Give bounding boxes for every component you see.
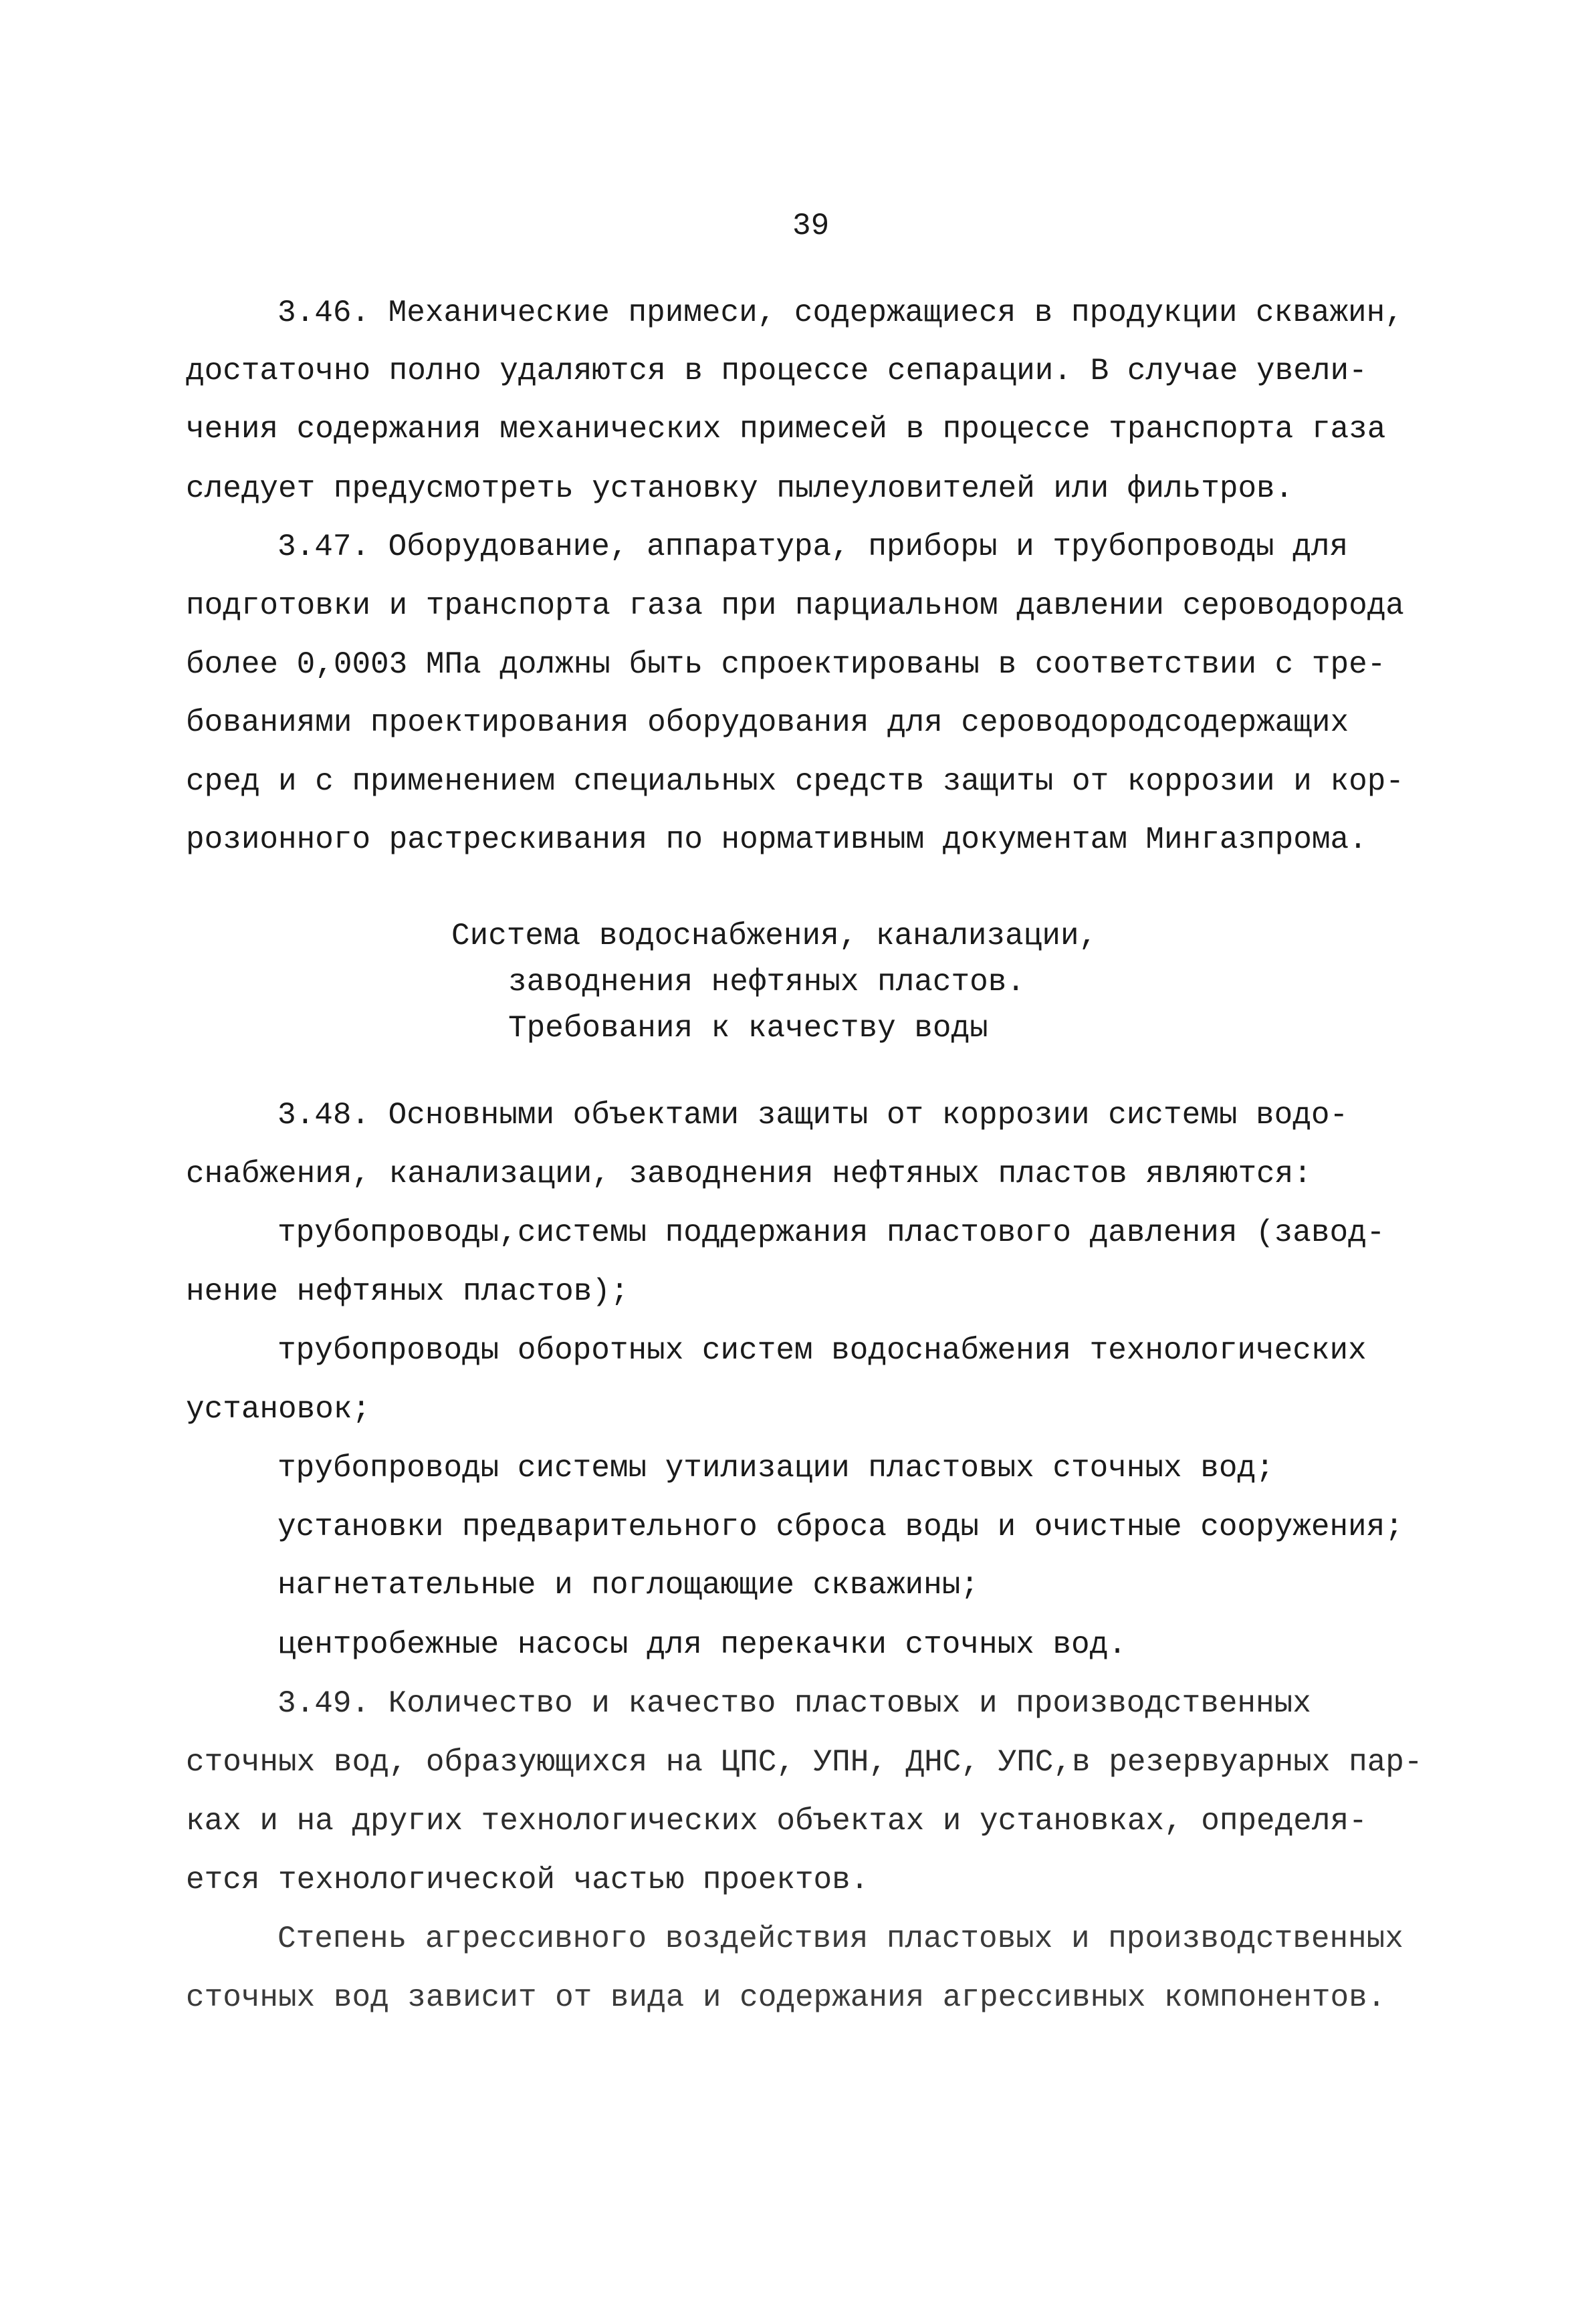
p346-line-1: 3.46. Механические примеси, содержащиеся в продукции скважин, xyxy=(277,296,1403,330)
p348-line-9: нагнетательные и поглощающие скважины; xyxy=(277,1568,979,1603)
p348-line-3: трубопроводы,системы поддержания пластового давления (завод- xyxy=(277,1215,1385,1250)
p348-line-7: трубопроводы системы утилизации пластовых сточных вод; xyxy=(277,1451,1274,1486)
p347-line-1: 3.47. Оборудование, аппаратура, приборы и трубопроводы для xyxy=(277,530,1349,564)
p346-line-3: чения содержания механических примесей в процессе транспорта газа xyxy=(186,412,1386,447)
p347-line-3: более 0,0003 МПа должны быть спроектированы в соответствии с тре- xyxy=(186,647,1386,682)
p348-line-8: установки предварительного сброса воды и очистные сооружения; xyxy=(277,1510,1403,1544)
p349-line-4: ется технологической частью проектов. xyxy=(186,1863,869,1897)
p349-line-1: 3.49. Количество и качество пластовых и производственных xyxy=(277,1686,1311,1721)
p348-line-6: установок; xyxy=(186,1392,371,1427)
p348-line-2: снабжения, канализации, заводнения нефтяных пластов являются: xyxy=(186,1157,1312,1191)
section-heading-line-2: заводнения нефтяных пластов. xyxy=(508,965,1025,1000)
page-number: 39 xyxy=(792,209,830,243)
p350-line-1: Степень агрессивного воздействия пластовых и производственных xyxy=(277,1922,1403,1956)
p350-line-2: сточных вод зависит от вида и содержания агрессивных компонентов. xyxy=(186,1980,1386,2015)
p346-line-2: достаточно полно удаляются в процессе сепарации. В случае увели- xyxy=(186,354,1367,388)
p349-line-3: ках и на других технологических объектах и установках, определя- xyxy=(186,1804,1367,1839)
p348-line-4: нение нефтяных пластов); xyxy=(186,1274,629,1309)
p349-line-2: сточных вод, образующихся на ЦПС, УПН, ДНС, УПС,в резервуарных пар- xyxy=(186,1745,1423,1780)
p348-line-10: центробежные насосы для перекачки сточных вод. xyxy=(277,1627,1127,1662)
p347-line-4: бованиями проектирования оборудования для сероводородсодержащих xyxy=(186,705,1349,740)
section-heading-line-1: Система водоснабжения, канализации, xyxy=(451,919,1098,953)
p348-line-5: трубопроводы оборотных систем водоснабжения технологических xyxy=(277,1333,1367,1368)
p346-line-4: следует предусмотреть установку пылеуловителей или фильтров. xyxy=(186,471,1294,506)
p348-line-1: 3.48. Основными объектами защиты от коррозии системы водо- xyxy=(277,1098,1349,1133)
p347-line-6: розионного растрескивания по нормативным документам Мингазпрома. xyxy=(186,822,1367,857)
p347-line-2: подготовки и транспорта газа при парциальном давлении сероводорода xyxy=(186,588,1404,623)
p347-line-5: сред и с применением специальных средств защиты от коррозии и кор- xyxy=(186,764,1404,799)
section-heading-line-3: Требования к качеству воды xyxy=(508,1011,988,1046)
